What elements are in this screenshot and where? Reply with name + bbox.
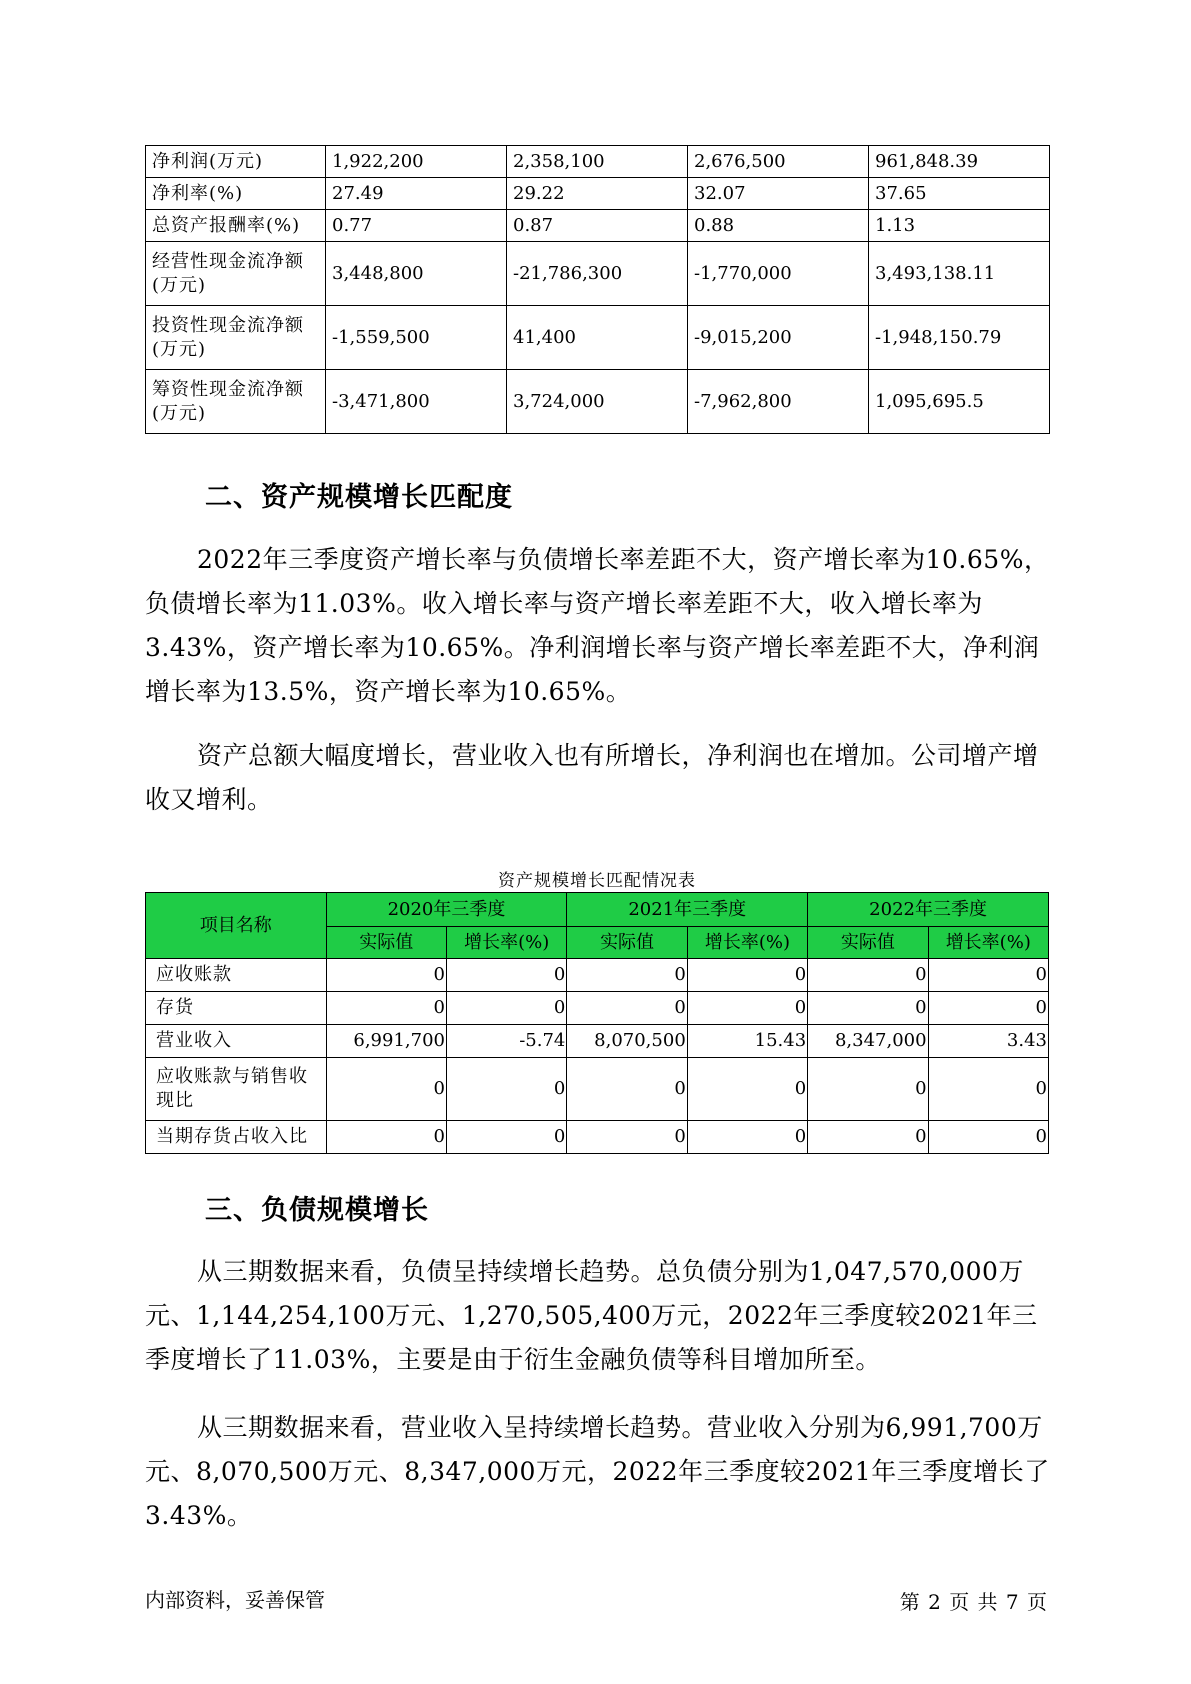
table-cell: 0 xyxy=(326,1121,446,1154)
row-label: 筹资性现金流净额(万元) xyxy=(146,370,326,434)
paragraph: 从三期数据来看，营业收入呈持续增长趋势。营业收入分别为6,991,700万元、8,070,500万元、8,347,000万元，2022年三季度较2021年三季度增长了3.43%。 xyxy=(145,1413,1050,1530)
table-cell: 0 xyxy=(446,959,566,992)
table-cell: 37.65 xyxy=(869,178,1050,210)
row-label: 投资性现金流净额(万元) xyxy=(146,306,326,370)
row-label: 营业收入 xyxy=(146,1025,327,1058)
table-row xyxy=(146,1025,1049,1058)
table-cell: -7,962,800 xyxy=(688,370,869,434)
table-row xyxy=(146,959,1049,992)
table-cell: 0 xyxy=(928,992,1048,1025)
table-cell: 0 xyxy=(808,1121,928,1154)
section-heading: 二、资产规模增长匹配度 xyxy=(205,482,513,513)
table-row xyxy=(146,242,1050,306)
row-label: 应收账款与销售收现比 xyxy=(146,1058,327,1121)
header-actual: 实际值 xyxy=(808,927,928,959)
table-cell: 2,676,500 xyxy=(688,146,869,178)
row-label: 应收账款 xyxy=(146,959,327,992)
header-actual: 实际值 xyxy=(567,927,687,959)
header-growth: 增长率(%) xyxy=(446,927,566,959)
header-period: 2020年三季度 xyxy=(326,893,567,927)
table-row xyxy=(146,992,1049,1025)
table-row xyxy=(146,370,1050,434)
table-row xyxy=(146,146,1050,178)
header-growth: 增长率(%) xyxy=(928,927,1048,959)
table-cell: 8,347,000 xyxy=(808,1025,928,1058)
table-row xyxy=(146,1058,1049,1121)
table-cell: 0 xyxy=(446,1121,566,1154)
table-cell: -9,015,200 xyxy=(688,306,869,370)
table-cell: 0 xyxy=(567,1121,687,1154)
table-cell: 0 xyxy=(808,992,928,1025)
header-period: 2022年三季度 xyxy=(808,893,1049,927)
table-cell: -1,559,500 xyxy=(326,306,507,370)
table-cell: 0 xyxy=(326,992,446,1025)
table-cell: -1,770,000 xyxy=(688,242,869,306)
table-cell: 1,095,695.5 xyxy=(869,370,1050,434)
table-row xyxy=(146,210,1050,242)
header-item-name: 项目名称 xyxy=(146,893,327,959)
table-cell: 1.13 xyxy=(869,210,1050,242)
table-cell: 0 xyxy=(687,959,807,992)
table-cell: -1,948,150.79 xyxy=(869,306,1050,370)
paragraph: 从三期数据来看，负债呈持续增长趋势。总负债分别为1,047,570,000万元、1,144,254,100万元、1,270,505,400万元，2022年三季度较2021年三季度增长了11.03%，主要是由于衍生金融负债等科目增加所至。 xyxy=(145,1257,1038,1374)
table-cell: -3,471,800 xyxy=(326,370,507,434)
table-caption: 资产规模增长匹配情况表 xyxy=(498,871,696,891)
table-cell: 0 xyxy=(687,992,807,1025)
table-cell: 8,070,500 xyxy=(567,1025,687,1058)
row-label: 净利润(万元) xyxy=(146,146,326,178)
table-cell: 0 xyxy=(808,959,928,992)
table-cell: 0 xyxy=(928,1058,1048,1121)
table-cell: 0 xyxy=(928,959,1048,992)
table-cell: 15.43 xyxy=(687,1025,807,1058)
table-row xyxy=(146,306,1050,370)
table-cell: 0 xyxy=(687,1121,807,1154)
section-heading: 三、负债规模增长 xyxy=(205,1195,429,1226)
header-period: 2021年三季度 xyxy=(567,893,808,927)
page-number: 第 2 页 共 7 页 xyxy=(899,1590,1048,1614)
table-cell: -5.74 xyxy=(446,1025,566,1058)
table-cell: 1,922,200 xyxy=(326,146,507,178)
table-cell: 0 xyxy=(326,1058,446,1121)
table-cell: 0 xyxy=(326,959,446,992)
table-cell: 41,400 xyxy=(507,306,688,370)
table-cell: 3,724,000 xyxy=(507,370,688,434)
paragraph: 资产总额大幅度增长，营业收入也有所增长，净利润也在增加。公司增产增收又增利。 xyxy=(145,741,1039,814)
row-label: 经营性现金流净额(万元) xyxy=(146,242,326,306)
row-label: 净利率(%) xyxy=(146,178,326,210)
table-cell: 32.07 xyxy=(688,178,869,210)
header-actual: 实际值 xyxy=(326,927,446,959)
paragraph: 2022年三季度资产增长率与负债增长率差距不大，资产增长率为10.65%，负债增长率为11.03%。收入增长率与资产增长率差距不大，收入增长率为3.43%，资产增长率为10.65%。净利润增长率与资产增长率差距不大，净利润增长率为13.5%，资产增长率为10.65%。 xyxy=(145,545,1050,706)
row-label: 存货 xyxy=(146,992,327,1025)
row-label: 总资产报酬率(%) xyxy=(146,210,326,242)
table-cell: 6,991,700 xyxy=(326,1025,446,1058)
table-cell: 29.22 xyxy=(507,178,688,210)
table-cell: 0 xyxy=(928,1121,1048,1154)
table-cell: 0.87 xyxy=(507,210,688,242)
table-cell: 961,848.39 xyxy=(869,146,1050,178)
footer-confidential-note: 内部资料，妥善保管 xyxy=(145,1588,325,1612)
table-cell: 0 xyxy=(446,1058,566,1121)
table-cell: -21,786,300 xyxy=(507,242,688,306)
table-cell: 0 xyxy=(567,992,687,1025)
asset-growth-table xyxy=(145,892,1049,1154)
table-row xyxy=(146,1121,1049,1154)
table-cell: 0 xyxy=(687,1058,807,1121)
table-cell: 3,448,800 xyxy=(326,242,507,306)
table-cell: 0 xyxy=(808,1058,928,1121)
table-cell: 2,358,100 xyxy=(507,146,688,178)
table-header-row xyxy=(146,893,1049,927)
table-cell: 0 xyxy=(567,1058,687,1121)
table-cell: 0 xyxy=(567,959,687,992)
financial-metrics-table xyxy=(145,145,1050,434)
header-growth: 增长率(%) xyxy=(687,927,807,959)
table-row xyxy=(146,178,1050,210)
table-cell: 0.88 xyxy=(688,210,869,242)
table-cell: 0 xyxy=(446,992,566,1025)
table-cell: 27.49 xyxy=(326,178,507,210)
table-cell: 3,493,138.11 xyxy=(869,242,1050,306)
row-label: 当期存货占收入比 xyxy=(146,1121,327,1154)
table-cell: 3.43 xyxy=(928,1025,1048,1058)
table-cell: 0.77 xyxy=(326,210,507,242)
